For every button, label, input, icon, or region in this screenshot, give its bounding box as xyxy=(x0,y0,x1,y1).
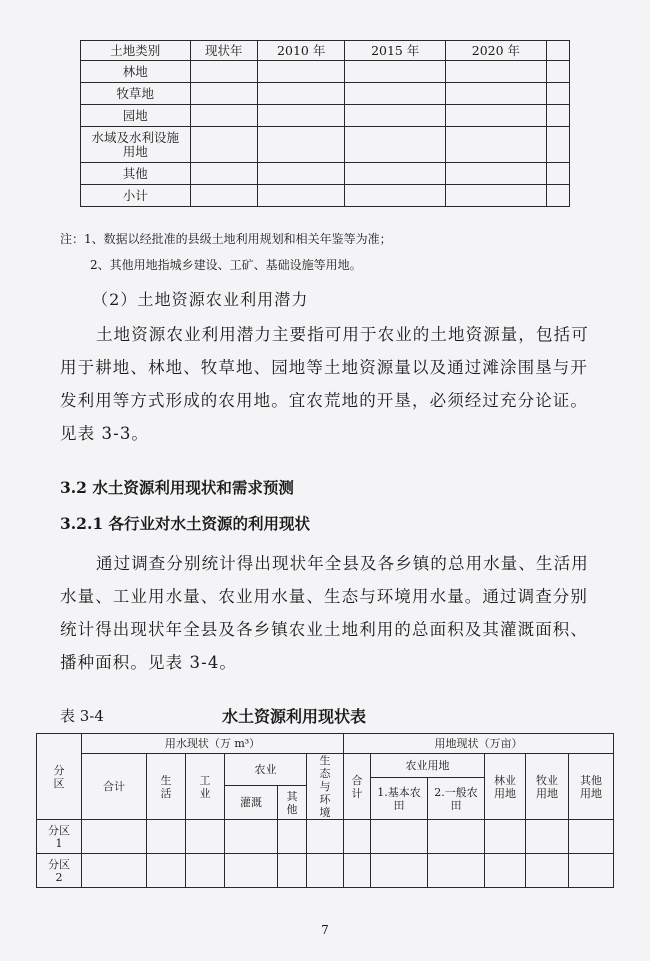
header-2015: 2015 年 xyxy=(345,41,446,61)
row-orchard: 园地 xyxy=(81,105,191,127)
section-potential-heading: （2）土地资源农业利用潜力 xyxy=(92,290,309,309)
row-forest: 林地 xyxy=(81,61,191,83)
water-life: 生活 xyxy=(147,754,186,820)
district-2: 分区2 xyxy=(37,854,82,888)
header-current-year: 现状年 xyxy=(190,41,257,61)
water-ecology: 生态与环境 xyxy=(307,754,344,820)
header-land-category: 土地类别 xyxy=(81,41,191,61)
edge-cell xyxy=(546,41,569,61)
district-1: 分区1 xyxy=(37,820,82,854)
section-3-2-1-paragraph: 通过调查分别统计得出现状年全县及各乡镇的总用水量、生活用水量、工业用水量、农业用水量、生态与环境用水量。通过调查分别统计得出现状年全县及各乡镇农业土地利用的总面积及其灌溉面积、播种面积。见表 3-4。 xyxy=(60,554,589,672)
land-header: 用地现状（万亩） xyxy=(344,734,614,754)
row-water: 水域及水利设施用地 xyxy=(81,127,191,163)
other-land: 其他用地 xyxy=(569,754,614,820)
section-3-2-heading: 3.2 水土资源利用现状和需求预测 xyxy=(60,478,294,497)
row-pasture: 牧草地 xyxy=(81,83,191,105)
water-agriculture: 农业 xyxy=(225,754,307,786)
note-1: 注：1、数据以经批准的县级土地利用规划和相关年鉴等为准； xyxy=(60,232,392,246)
water-total: 合计 xyxy=(82,754,147,820)
section-3-2-1-heading: 3.2.1 各行业对水土资源的利用现状 xyxy=(60,514,311,533)
water-irrigation: 灌溉 xyxy=(225,786,278,820)
row-other: 其他 xyxy=(81,163,191,185)
general-farmland: 2.一般农田 xyxy=(428,778,485,820)
water-industry: 工业 xyxy=(186,754,225,820)
col-district: 分区 xyxy=(37,734,82,820)
pasture-land: 牧业用地 xyxy=(526,754,569,820)
table-label: 表 3-4 xyxy=(60,707,104,725)
section-potential-paragraph: 土地资源农业利用潜力主要指可用于农业的土地资源量，包括可用于耕地、林地、牧草地、园地等土地资源量以及通过滩涂围垦与开发利用等方式形成的农用地。宜农荒地的开垦，必须经过充分论证。见表 3-3。 xyxy=(60,325,589,443)
forest-land: 林业用地 xyxy=(485,754,526,820)
header-2020: 2020 年 xyxy=(446,41,547,61)
page-number: 7 xyxy=(321,923,329,937)
table-title: 水土资源利用现状表 xyxy=(222,707,367,726)
header-2010: 2010 年 xyxy=(258,41,345,61)
water-agri-other: 其他 xyxy=(278,786,307,820)
land-category-table xyxy=(80,40,570,207)
land-total: 合计 xyxy=(344,754,371,820)
note-2: 2、其他用地指城乡建设、工矿、基础设施等用地。 xyxy=(90,258,362,272)
water-header: 用水现状（万 m³） xyxy=(82,734,344,754)
water-land-table xyxy=(36,733,614,888)
basic-farmland: 1.基本农田 xyxy=(371,778,428,820)
agri-land: 农业用地 xyxy=(371,754,485,778)
row-subtotal: 小计 xyxy=(81,185,191,207)
